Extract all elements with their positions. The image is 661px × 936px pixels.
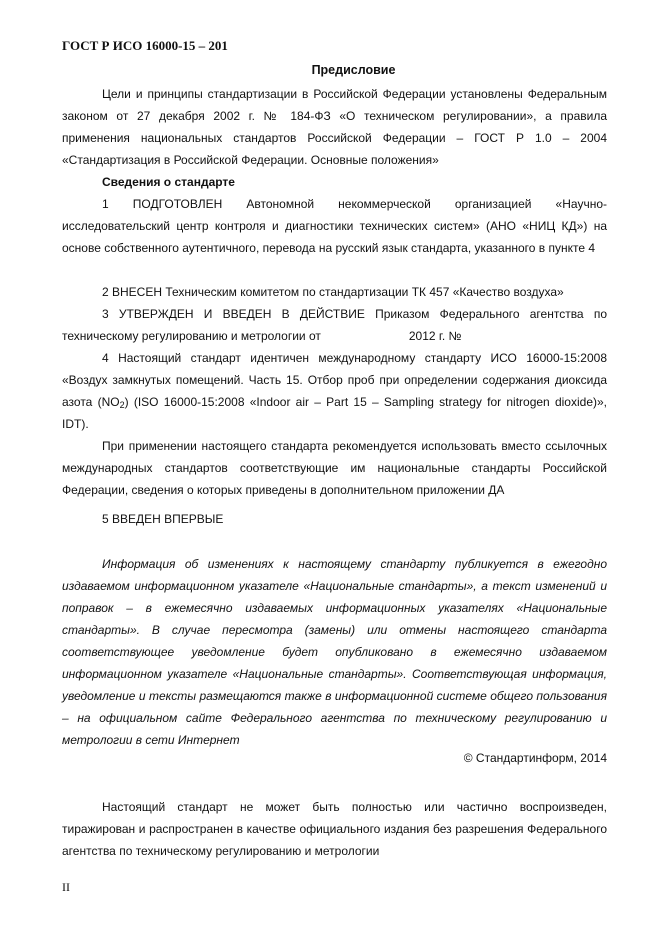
reproduction-notice: Настоящий стандарт не может быть полностью или частично воспроизведен, тиражирован и распространен в качестве официального издания без разрешения Федерального агентства по техническому регулированию и метрологии [62, 800, 607, 858]
item-4-usage-paragraph: При применении настоящего стандарта рекомендуется использовать вместо ссылочных международных стандартов соответствующие им национальные стандарты Российской Федерации, сведения о которых приведены в дополнительном приложении ДА [62, 439, 607, 497]
info-notice: Информация об изменениях к настоящему стандарту публикуется в ежегодно издаваемом информационном указателе «Национальные стандарты», а текст изменений и поправок – в ежемесячно издаваемых информационных указателях «Национальные стандарты». В случае пересмотра (замены) или отмены настоящего стандарта соответствующее уведомление будет опубликовано в ежемесячно издаваемом информационном указателе «Национальные стандарты». Соответствующая информация, уведомление и тексты размещаются также в информационной системе общего пользования – на официальном сайте Федерального агентства по техническому регулированию и метрологии в сети Интернет [62, 557, 607, 747]
page-number: II [62, 880, 70, 894]
document-header: ГОСТ Р ИСО 16000-15 – 201 [62, 38, 228, 53]
item-3-text: 3 УТВЕРЖДЕН И ВВЕДЕН В ДЕЙСТВИЕ Приказом Федерального агентства по техническому регулированию и метрологии от [62, 307, 607, 343]
item-3-paragraph [62, 303, 607, 347]
page-title [0, 63, 661, 77]
copyright-line: © Стандартинформ, 2014 [463, 751, 607, 765]
intro-paragraph: Цели и принципы стандартизации в Российской Федерации установлены Федеральным законом от 27 декабря 2002 г. № 184-ФЗ «О техническом регулировании», а правила применения национальных стандартов Российской Федерации – ГОСТ Р 1.0 – 2004 «Стандартизация в Российской Федерации. Основные положения» [62, 87, 607, 167]
item-4-subscript: 2 [119, 400, 125, 410]
item-3-date: 2012 г. № [408, 329, 462, 343]
item-1-paragraph: 1 ПОДГОТОВЛЕН Автономной некоммерческой организацией «Научно-исследовательский центр контроля и диагностики технических систем» (АНО «НИЦ КД») на основе собственного аутентичного, перевода на русский язык стандарта, указанного в пункте 4 [62, 197, 607, 255]
item-2-paragraph: 2 ВНЕСЕН Техническим комитетом по стандартизации ТК 457 «Качество воздуха» [102, 285, 564, 299]
item-5-paragraph: 5 ВВЕДЕН ВПЕРВЫЕ [102, 512, 224, 526]
item-4-text-a: 4 Настоящий стандарт идентичен международному стандарту ИСО 16000-15:2008 «Воздух замкнутых помещений. Часть 15. Отбор проб при определении содержания диоксида азота (NO [62, 351, 607, 409]
item-4-text-b: ) (ISO 16000-15:2008 «Indoor air – Part 15 – Sampling strategy for nitrogen dioxide)», IDT). [62, 395, 607, 431]
item-4-paragraph [62, 347, 607, 435]
foreword-title: Предисловие [311, 63, 396, 77]
section-heading: Сведения о стандарте [102, 175, 235, 189]
